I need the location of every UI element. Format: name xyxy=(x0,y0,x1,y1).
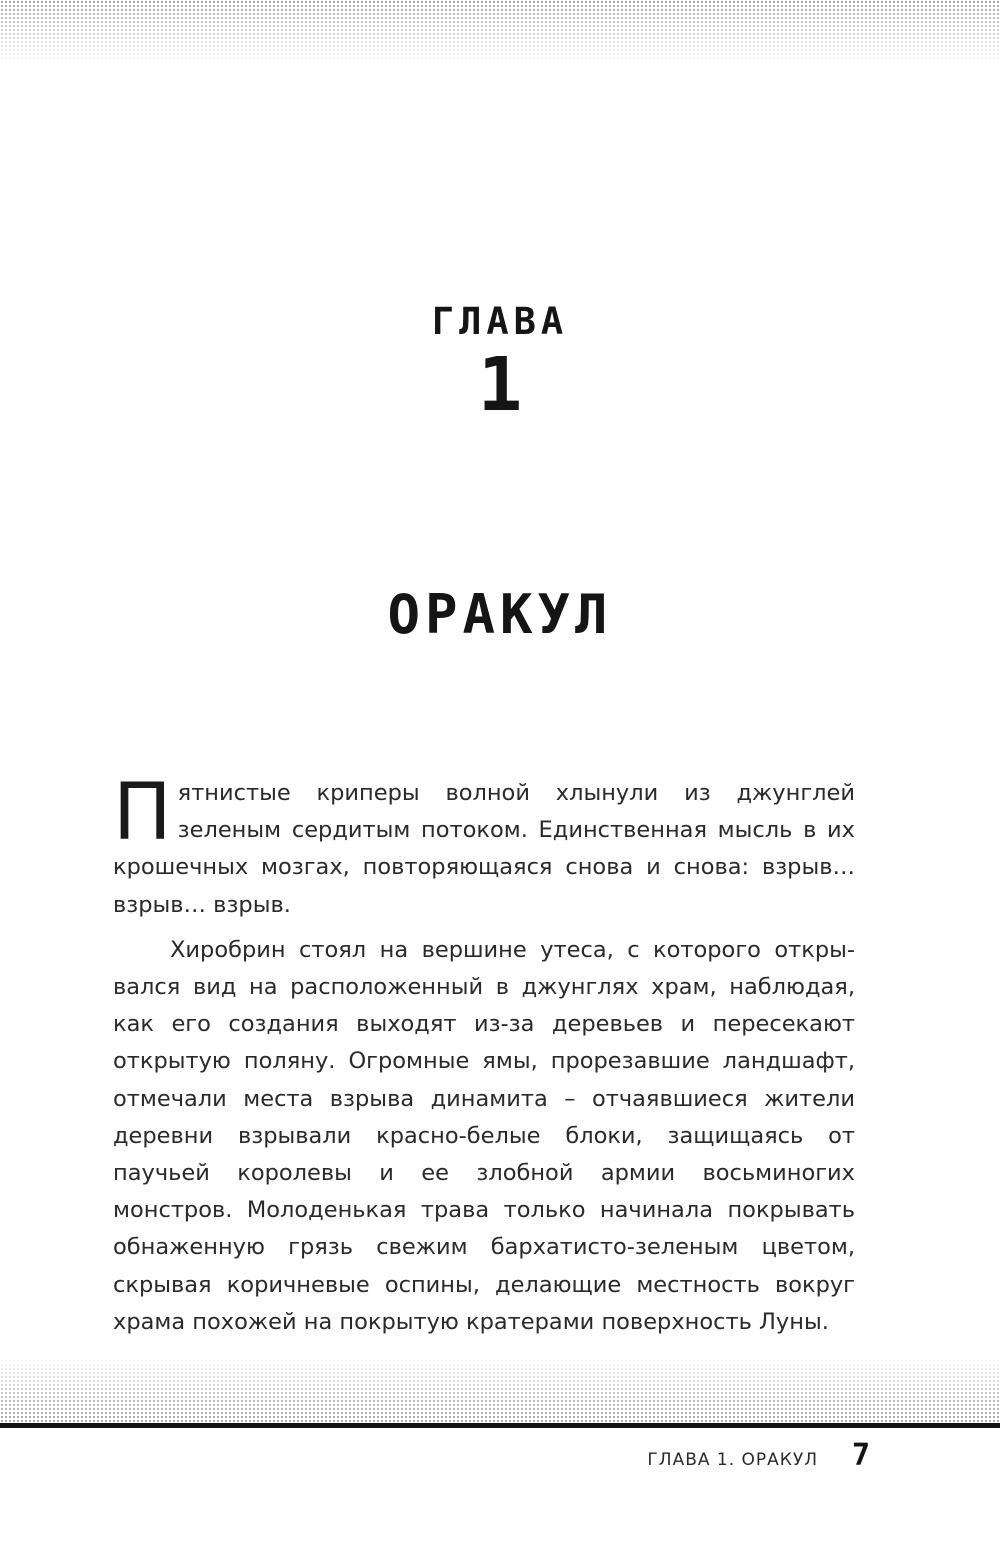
body-text xyxy=(113,768,855,1341)
drop-cap: П xyxy=(113,768,172,858)
bottom-dither-border xyxy=(0,1355,1000,1423)
top-dither-border xyxy=(0,0,1000,62)
paragraph-1-text: ятнистые криперы волной хлынули из джунглей зеленым сердитым потоком. Единственная мысль в их крошечных мозгах, повторяющаяся снова и снова: взрыв… взрыв… взрыв. xyxy=(113,780,855,918)
chapter-number: 1 xyxy=(477,342,523,428)
chapter-title: ОРАКУЛ xyxy=(387,583,613,646)
paragraph-2: Хиробрин стоял на вершине утеса, с которого открывался вид на расположенный в джунглях храм, наблюдая, как его создания выходят из-за деревьев и пересекают открытую поляну. Огромные ямы, прорезавшие ландшафт, отмечали места взрыва динамита – отчаявшиеся жители деревни взрывали красно-белые блоки, защищаясь от паучьей королевы и ее злобной армии восьминогих монстров. Молоденькая трава только начинала покрывать обнаженную грязь свежим бархатисто-зеленым цветом, скрывая коричневые оспины, делающие местность вокруг храма похожей на покрытую кратерами поверхность Луны. xyxy=(113,936,855,1335)
paragraph-1 xyxy=(113,768,855,924)
footer-rule xyxy=(0,1423,1000,1428)
running-head: ГЛАВА 1. ОРАКУЛ xyxy=(647,1450,818,1470)
chapter-label: ГЛАВА xyxy=(431,300,569,343)
page-number: 7 xyxy=(852,1438,871,1473)
